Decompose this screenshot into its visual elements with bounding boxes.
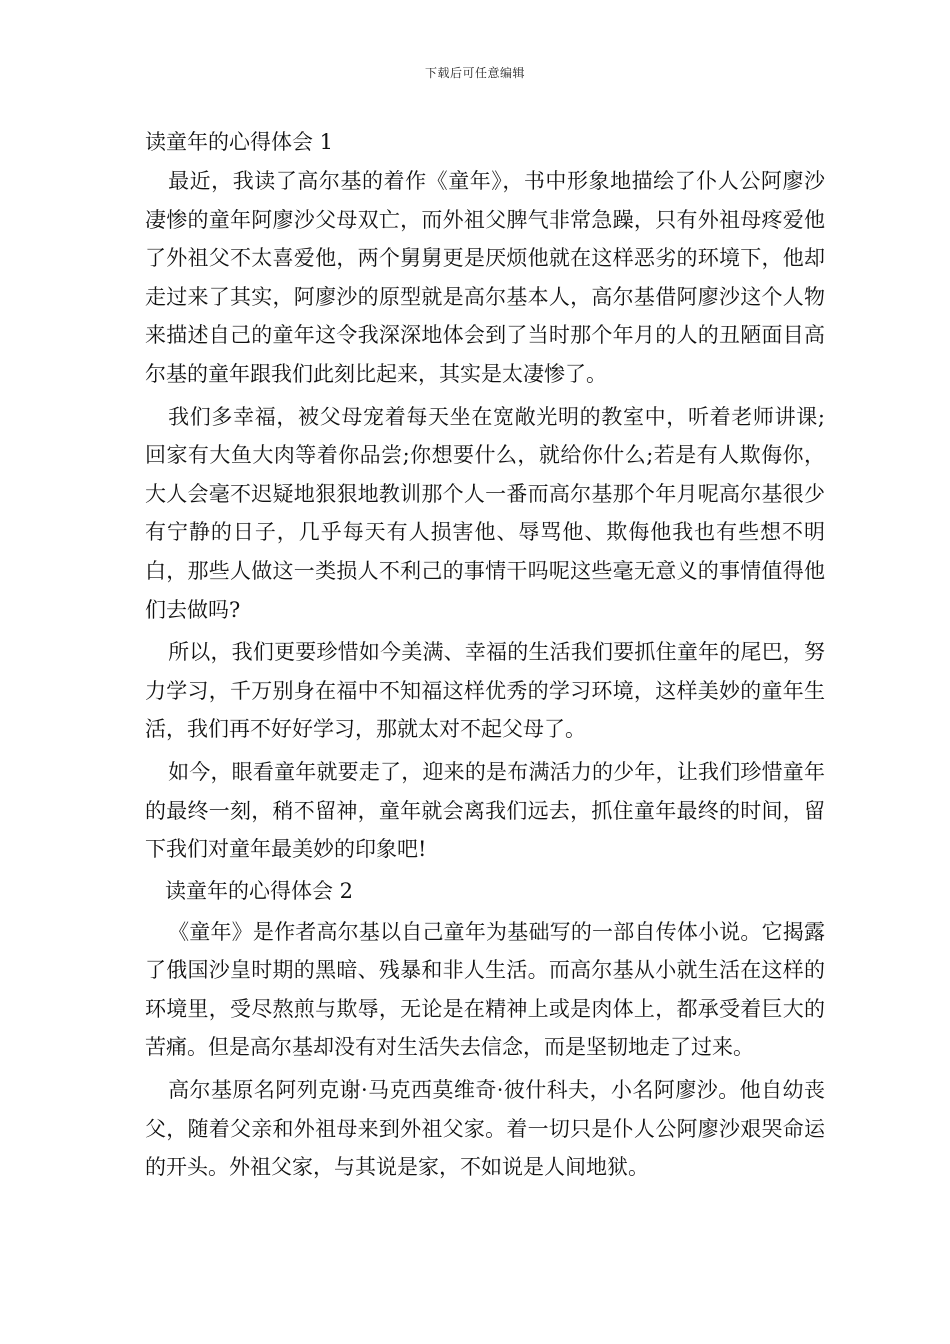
paragraph: 我们多幸福，被父母宠着每天坐在宽敞光明的教室中，听着老师讲课;回家有大鱼大肉等着你品尝;你想要什么，就给你什么;若是有人欺侮你，大人会毫不迟疑地狠狠地教训那个人一番而高尔基那个年月呢高尔基很少有宁静的日子，几乎每天有人损害他、辱骂他、欺侮他我也有些想不明白，那些人做这一类损人不利己的事情干吗呢这些毫无意义的事情值得他们去做吗? xyxy=(145,404,825,622)
paragraph: 最近，我读了高尔基的着作《童年》，书中形象地描绘了仆人公阿廖沙凄惨的童年阿廖沙父母双亡，而外祖父脾气非常急躁，只有外祖母疼爱他了外祖父不太喜爱他，两个舅舅更是厌烦他就在这样恶劣的环境下，他却走过来了其实，阿廖沙的原型就是高尔基本人，高尔基借阿廖沙这个人物来描述自己的童年这令我深深地体会到了当时那个年月的人的丑陋面目高尔基的童年跟我们此刻比起来，其实是太凄惨了。 xyxy=(145,169,825,386)
document-body xyxy=(145,124,825,1187)
section-title: 读童年的心得体会 2 xyxy=(165,878,354,903)
page-header: 下载后可任意编辑 xyxy=(424,66,525,80)
paragraph: 《童年》是作者高尔基以自己童年为基础写的一部自传体小说。它揭露了俄国沙皇时期的黑暗、残暴和非人生活。而高尔基从小就生活在这样的环境里，受尽熬煎与欺辱，无论是在精神上或是肉体上，都承受着巨大的苦痛。但是高尔基却没有对生活失去信念，而是坚韧地走了过来。 xyxy=(145,919,825,1060)
paragraph: 高尔基原名阿列克谢·马克西莫维奇·彼什科夫，小名阿廖沙。他自幼丧父，随着父亲和外祖母来到外祖父家。着一切只是仆人公阿廖沙艰哭命运的开头。外祖父家，与其说是家，不如说是人间地狱。 xyxy=(145,1078,825,1180)
section-title: 读童年的心得体会 1 xyxy=(145,130,334,154)
paragraph: 如今，眼看童年就要走了，迎来的是布满活力的少年，让我们珍惜童年的最终一刻，稍不留神，童年就会离我们远去，抓住童年最终的时间，留下我们对童年最美妙的印象吧! xyxy=(145,759,825,862)
paragraph: 所以，我们更要珍惜如今美满、幸福的生活我们要抓住童年的尾巴，努力学习，千万别身在福中不知福这样优秀的学习环境，这样美妙的童年生活，我们再不好好学习，那就太对不起父母了。 xyxy=(145,640,825,742)
